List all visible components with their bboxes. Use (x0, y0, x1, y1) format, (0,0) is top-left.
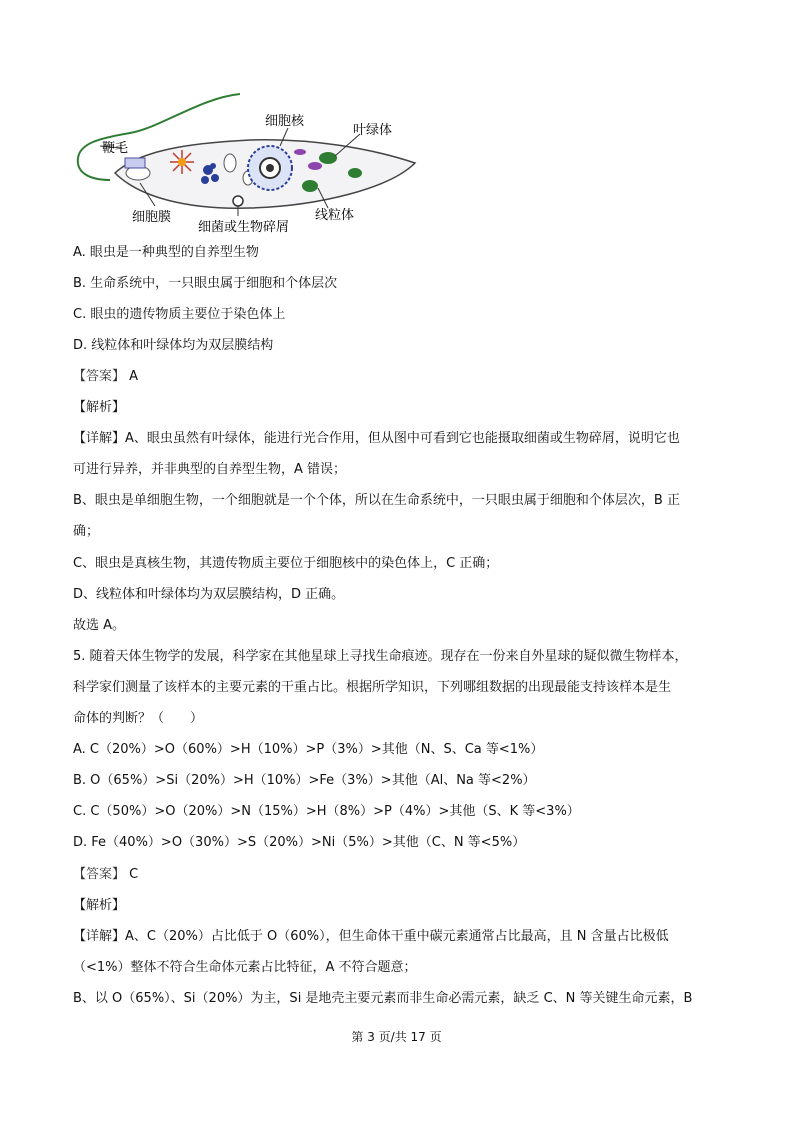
q5-option-d: D. Fe（40%）>O（30%）>S（20%）>Ni（5%）>其他（C、N 等<5%） (73, 835, 526, 850)
q4-detail-line: 故选 A。 (73, 618, 126, 633)
q5-option-c: C. C（50%）>O（20%）>N（15%）>H（8%）>P（4%）>其他（S、K 等<3%） (73, 804, 580, 819)
label-flagellum: 鞭毛 (102, 141, 129, 156)
q4-detail-line: C、眼虫是真核生物，其遗传物质主要位于细胞核中的染色体上，C 正确； (73, 556, 499, 571)
q5-stem-line: 命体的判断？（ ） (73, 711, 204, 726)
q4-answer (73, 368, 138, 386)
q5-detail-line: B、以 O（65%）、Si（20%）为主，Si 是地壳主要元素而非生命必需元素，缺乏 C、N 等关键生命元素，B (73, 991, 693, 1006)
euglena-diagram (70, 88, 420, 238)
q5-option-b: B. O（65%）>Si（20%）>H（10%）>Fe（3%）>其他（Al、Na 等<2%） (73, 773, 536, 788)
q4-detail-line: 确； (73, 524, 100, 539)
answer-value: A (129, 369, 139, 384)
q5-answer (73, 866, 138, 884)
answer-label: 【答案】 (73, 867, 126, 882)
q4-option-c: C. 眼虫的遗传物质主要位于染色体上 (73, 307, 286, 322)
q5-stem-line: 5. 随着天体生物学的发展，科学家在其他星球上寻找生命痕迹。现存在一份来自外星球的疑似微生物样本， (73, 649, 688, 664)
q4-option-d: D. 线粒体和叶绿体均为双层膜结构 (73, 338, 274, 353)
q4-option-b: B. 生命系统中，一只眼虫属于细胞和个体层次 (73, 276, 338, 291)
label-nucleus: 细胞核 (265, 114, 305, 129)
q4-detail-line: 【详解】A、眼虫虽然有叶绿体，能进行光合作用，但从图中可看到它也能摄取细菌或生物碎屑，说明它也 (73, 431, 680, 446)
label-mitochondria: 线粒体 (315, 208, 355, 223)
q4-detail-line: D、线粒体和叶绿体均为双层膜结构，D 正确。 (73, 587, 345, 602)
q5-stem-line: 科学家们测量了该样本的主要元素的干重占比。根据所学知识，下列哪组数据的出现最能支持该样本是生 (73, 680, 672, 695)
label-debris: 细菌或生物碎屑 (198, 220, 290, 235)
q5-option-a: A. C（20%）>O（60%）>H（10%）>P（3%）>其他（N、S、Ca 等<1%） (73, 742, 544, 757)
q4-detail-line: B、眼虫是单细胞生物，一个细胞就是一个个体，所以在生命系统中，一只眼虫属于细胞和个体层次，B 正 (73, 493, 680, 508)
q5-analysis-label: 【解析】 (73, 898, 126, 913)
page-footer: 第 3 页/共 17 页 (351, 1030, 442, 1044)
q4-option-a: A. 眼虫是一种典型的自养型生物 (73, 245, 259, 260)
q4-analysis-label: 【解析】 (73, 400, 126, 415)
q4-detail-line: 可进行异养，并非典型的自养型生物，A 错误； (73, 462, 347, 477)
nucleus-shape (248, 146, 292, 190)
answer-value: C (129, 867, 139, 882)
label-membrane: 细胞膜 (132, 210, 172, 225)
label-chloroplast: 叶绿体 (353, 123, 393, 138)
answer-label: 【答案】 (73, 369, 126, 384)
q5-detail-line: 【详解】A、C（20%）占比低于 O（60%），但生命体干重中碳元素通常占比最高，且 N 含量占比极低 (73, 929, 669, 944)
q5-detail-line: （<1%）整体不符合生命体元素占比特征，A 不符合题意； (73, 960, 417, 975)
